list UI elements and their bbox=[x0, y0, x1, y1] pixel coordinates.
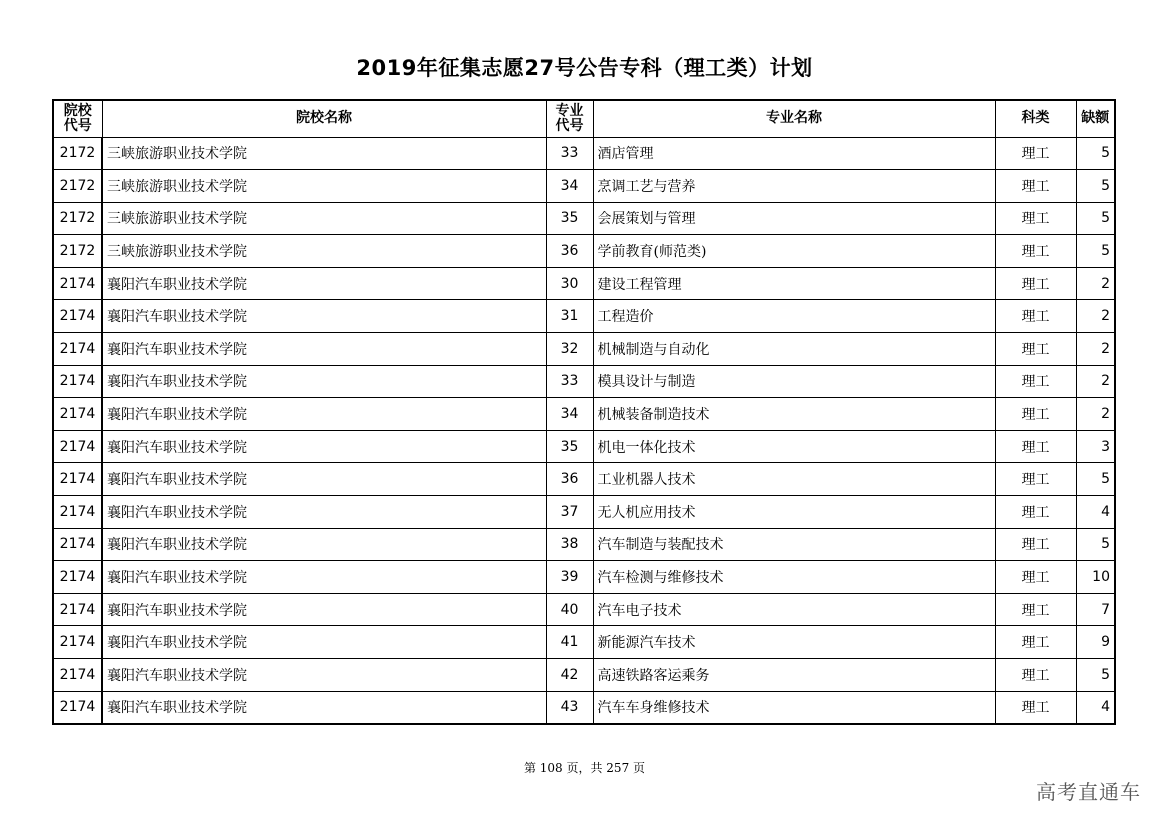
table-row bbox=[53, 593, 1115, 626]
table-header-row bbox=[53, 100, 1115, 137]
cell-category: 理工 bbox=[995, 137, 1076, 170]
cell-school-code: 2174 bbox=[53, 528, 102, 561]
cell-category: 理工 bbox=[995, 593, 1076, 626]
cell-gap: 3 bbox=[1076, 430, 1115, 463]
table-row bbox=[53, 267, 1115, 300]
cell-major-name: 无人机应用技术 bbox=[593, 496, 995, 529]
cell-category: 理工 bbox=[995, 659, 1076, 692]
cell-major-code: 35 bbox=[546, 430, 593, 463]
plan-table bbox=[52, 99, 1116, 725]
cell-school-code: 2174 bbox=[53, 333, 102, 366]
cell-gap: 2 bbox=[1076, 333, 1115, 366]
cell-school-code: 2172 bbox=[53, 202, 102, 235]
cell-school-name: 襄阳汽车职业技术学院 bbox=[102, 659, 546, 692]
cell-major-name: 高速铁路客运乘务 bbox=[593, 659, 995, 692]
cell-school-name: 襄阳汽车职业技术学院 bbox=[102, 300, 546, 333]
cell-school-code: 2174 bbox=[53, 561, 102, 594]
cell-major-code: 40 bbox=[546, 593, 593, 626]
table-row bbox=[53, 430, 1115, 463]
cell-gap: 4 bbox=[1076, 496, 1115, 529]
cell-major-name: 汽车电子技术 bbox=[593, 593, 995, 626]
cell-category: 理工 bbox=[995, 561, 1076, 594]
cell-school-name: 襄阳汽车职业技术学院 bbox=[102, 398, 546, 431]
cell-gap: 10 bbox=[1076, 561, 1115, 594]
cell-category: 理工 bbox=[995, 463, 1076, 496]
cell-school-code: 2174 bbox=[53, 496, 102, 529]
table-row bbox=[53, 496, 1115, 529]
cell-gap: 2 bbox=[1076, 267, 1115, 300]
header-school-name: 院校名称 bbox=[102, 100, 546, 137]
table-row bbox=[53, 235, 1115, 268]
table-row bbox=[53, 561, 1115, 594]
cell-school-name: 襄阳汽车职业技术学院 bbox=[102, 463, 546, 496]
cell-major-code: 36 bbox=[546, 463, 593, 496]
cell-school-code: 2174 bbox=[53, 691, 102, 724]
cell-major-name: 汽车车身维修技术 bbox=[593, 691, 995, 724]
cell-school-name: 三峡旅游职业技术学院 bbox=[102, 170, 546, 203]
table-row bbox=[53, 691, 1115, 724]
cell-major-code: 32 bbox=[546, 333, 593, 366]
cell-school-name: 襄阳汽车职业技术学院 bbox=[102, 430, 546, 463]
cell-category: 理工 bbox=[995, 528, 1076, 561]
table-row bbox=[53, 626, 1115, 659]
cell-school-name: 襄阳汽车职业技术学院 bbox=[102, 528, 546, 561]
cell-gap: 5 bbox=[1076, 170, 1115, 203]
cell-category: 理工 bbox=[995, 398, 1076, 431]
cell-school-name: 襄阳汽车职业技术学院 bbox=[102, 365, 546, 398]
cell-major-name: 烹调工艺与营养 bbox=[593, 170, 995, 203]
cell-major-code: 36 bbox=[546, 235, 593, 268]
cell-major-code: 38 bbox=[546, 528, 593, 561]
table-row bbox=[53, 202, 1115, 235]
cell-major-code: 35 bbox=[546, 202, 593, 235]
cell-school-code: 2172 bbox=[53, 137, 102, 170]
header-category: 科类 bbox=[995, 100, 1076, 137]
watermark-logo: 高考直通车 bbox=[1036, 780, 1141, 804]
cell-school-name: 三峡旅游职业技术学院 bbox=[102, 235, 546, 268]
cell-gap: 5 bbox=[1076, 202, 1115, 235]
cell-category: 理工 bbox=[995, 333, 1076, 366]
cell-major-name: 机械装备制造技术 bbox=[593, 398, 995, 431]
table-row bbox=[53, 659, 1115, 692]
cell-school-code: 2174 bbox=[53, 463, 102, 496]
cell-gap: 2 bbox=[1076, 398, 1115, 431]
cell-gap: 5 bbox=[1076, 463, 1115, 496]
cell-gap: 5 bbox=[1076, 528, 1115, 561]
cell-category: 理工 bbox=[995, 202, 1076, 235]
cell-major-name: 工业机器人技术 bbox=[593, 463, 995, 496]
cell-school-name: 三峡旅游职业技术学院 bbox=[102, 137, 546, 170]
cell-school-code: 2174 bbox=[53, 626, 102, 659]
cell-school-code: 2174 bbox=[53, 659, 102, 692]
table-row bbox=[53, 137, 1115, 170]
cell-major-name: 汽车检测与维修技术 bbox=[593, 561, 995, 594]
cell-major-code: 37 bbox=[546, 496, 593, 529]
cell-school-code: 2174 bbox=[53, 300, 102, 333]
header-school-code: 院校代号 bbox=[53, 100, 102, 137]
cell-major-name: 汽车制造与装配技术 bbox=[593, 528, 995, 561]
cell-gap: 2 bbox=[1076, 365, 1115, 398]
cell-major-code: 33 bbox=[546, 137, 593, 170]
page-title: 2019年征集志愿27号公告专科（理工类）计划 bbox=[356, 56, 813, 80]
cell-gap: 2 bbox=[1076, 300, 1115, 333]
cell-school-name: 襄阳汽车职业技术学院 bbox=[102, 267, 546, 300]
cell-gap: 7 bbox=[1076, 593, 1115, 626]
table-row bbox=[53, 333, 1115, 366]
cell-major-name: 工程造价 bbox=[593, 300, 995, 333]
cell-category: 理工 bbox=[995, 496, 1076, 529]
cell-category: 理工 bbox=[995, 235, 1076, 268]
cell-school-code: 2172 bbox=[53, 170, 102, 203]
cell-major-code: 31 bbox=[546, 300, 593, 333]
header-major-code: 专业代号 bbox=[546, 100, 593, 137]
cell-school-code: 2174 bbox=[53, 398, 102, 431]
cell-major-code: 42 bbox=[546, 659, 593, 692]
table-row bbox=[53, 398, 1115, 431]
cell-major-name: 会展策划与管理 bbox=[593, 202, 995, 235]
cell-category: 理工 bbox=[995, 626, 1076, 659]
table-row bbox=[53, 463, 1115, 496]
cell-school-name: 襄阳汽车职业技术学院 bbox=[102, 333, 546, 366]
cell-school-code: 2172 bbox=[53, 235, 102, 268]
cell-category: 理工 bbox=[995, 170, 1076, 203]
cell-major-name: 建设工程管理 bbox=[593, 267, 995, 300]
cell-major-name: 模具设计与制造 bbox=[593, 365, 995, 398]
header-major-name: 专业名称 bbox=[593, 100, 995, 137]
header-gap: 缺额 bbox=[1076, 100, 1115, 137]
cell-major-code: 39 bbox=[546, 561, 593, 594]
cell-major-name: 学前教育(师范类) bbox=[593, 235, 995, 268]
cell-category: 理工 bbox=[995, 267, 1076, 300]
cell-school-code: 2174 bbox=[53, 430, 102, 463]
cell-school-code: 2174 bbox=[53, 365, 102, 398]
cell-school-name: 襄阳汽车职业技术学院 bbox=[102, 593, 546, 626]
table-row bbox=[53, 300, 1115, 333]
cell-category: 理工 bbox=[995, 365, 1076, 398]
cell-category: 理工 bbox=[995, 691, 1076, 724]
cell-gap: 5 bbox=[1076, 235, 1115, 268]
cell-major-code: 41 bbox=[546, 626, 593, 659]
cell-major-code: 30 bbox=[546, 267, 593, 300]
cell-school-name: 襄阳汽车职业技术学院 bbox=[102, 691, 546, 724]
table-row bbox=[53, 170, 1115, 203]
cell-major-code: 34 bbox=[546, 170, 593, 203]
cell-major-name: 新能源汽车技术 bbox=[593, 626, 995, 659]
cell-school-name: 襄阳汽车职业技术学院 bbox=[102, 561, 546, 594]
cell-major-code: 43 bbox=[546, 691, 593, 724]
page-footer: 第 108 页，共 257 页 bbox=[523, 761, 646, 775]
cell-school-name: 三峡旅游职业技术学院 bbox=[102, 202, 546, 235]
cell-major-code: 33 bbox=[546, 365, 593, 398]
cell-gap: 5 bbox=[1076, 137, 1115, 170]
cell-school-code: 2174 bbox=[53, 593, 102, 626]
cell-category: 理工 bbox=[995, 430, 1076, 463]
cell-major-name: 机械制造与自动化 bbox=[593, 333, 995, 366]
cell-school-code: 2174 bbox=[53, 267, 102, 300]
cell-major-name: 酒店管理 bbox=[593, 137, 995, 170]
cell-category: 理工 bbox=[995, 300, 1076, 333]
cell-major-code: 34 bbox=[546, 398, 593, 431]
cell-school-name: 襄阳汽车职业技术学院 bbox=[102, 496, 546, 529]
cell-school-name: 襄阳汽车职业技术学院 bbox=[102, 626, 546, 659]
table-row bbox=[53, 365, 1115, 398]
cell-gap: 5 bbox=[1076, 659, 1115, 692]
cell-gap: 4 bbox=[1076, 691, 1115, 724]
cell-major-name: 机电一体化技术 bbox=[593, 430, 995, 463]
cell-gap: 9 bbox=[1076, 626, 1115, 659]
table-row bbox=[53, 528, 1115, 561]
